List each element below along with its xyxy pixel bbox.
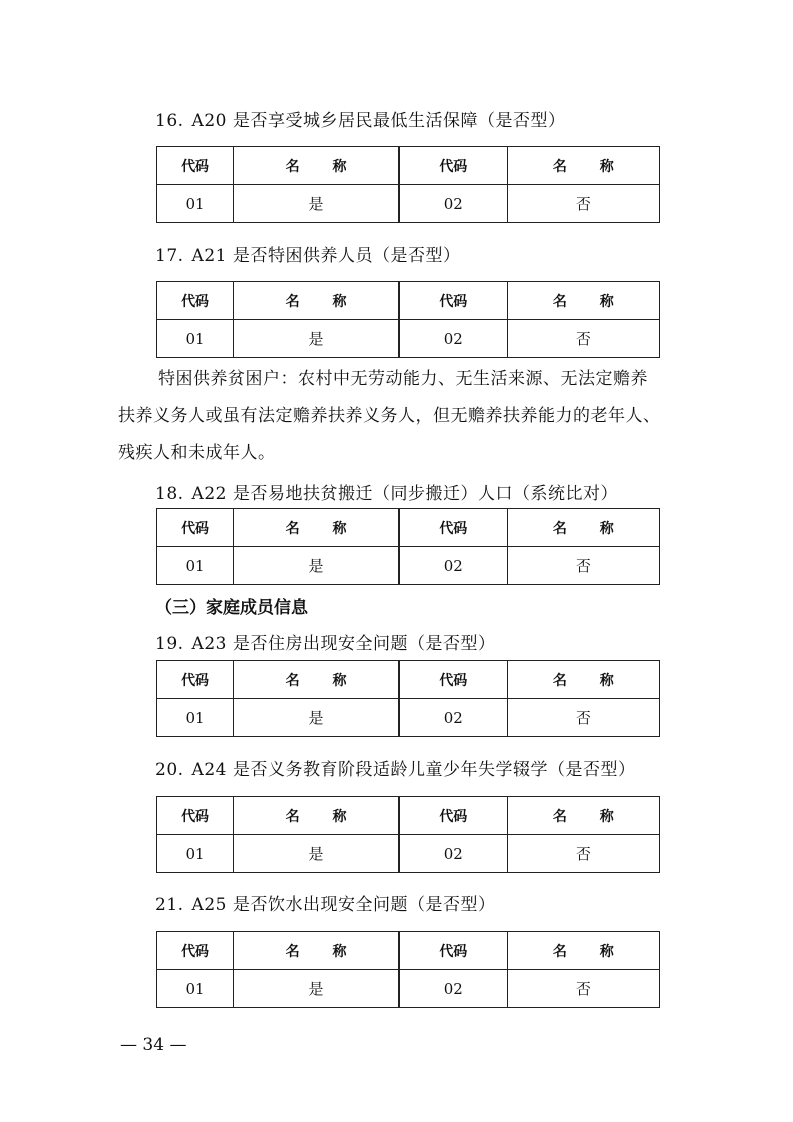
header-name: 名 称 xyxy=(507,797,659,835)
item-heading-19 xyxy=(155,633,495,655)
header-code: 代码 xyxy=(157,282,234,320)
cell-code: 02 xyxy=(399,547,507,585)
item-number: 17. xyxy=(155,246,184,266)
cell-name: 是 xyxy=(234,185,399,223)
cell-code: 01 xyxy=(157,547,234,585)
code-table-a20 xyxy=(156,146,660,223)
item-code: A24 xyxy=(191,760,227,780)
item-number: 16. xyxy=(155,111,184,131)
item-number: 21. xyxy=(155,895,184,915)
cell-name: 否 xyxy=(507,699,659,737)
cell-code: 02 xyxy=(399,185,507,223)
table-row xyxy=(157,699,660,737)
item-title: 是否易地扶贫搬迁（同步搬迁）人口（系统比对） xyxy=(232,484,618,504)
header-code: 代码 xyxy=(399,509,507,547)
header-code: 代码 xyxy=(157,509,234,547)
cell-code: 02 xyxy=(399,699,507,737)
code-table-a23 xyxy=(156,660,660,737)
item-code: A25 xyxy=(191,895,227,915)
table-header-row xyxy=(157,147,660,185)
header-code: 代码 xyxy=(399,797,507,835)
cell-name: 否 xyxy=(507,970,659,1008)
header-code: 代码 xyxy=(399,661,507,699)
header-name: 名 称 xyxy=(234,282,399,320)
cell-name: 是 xyxy=(234,699,399,737)
cell-code: 02 xyxy=(399,970,507,1008)
cell-code: 01 xyxy=(157,320,234,358)
item-number: 19. xyxy=(155,634,184,654)
table-row xyxy=(157,185,660,223)
table-header-row xyxy=(157,797,660,835)
code-table-a25 xyxy=(156,931,660,1008)
cell-code: 02 xyxy=(399,320,507,358)
header-code: 代码 xyxy=(157,147,234,185)
table-header-row xyxy=(157,661,660,699)
cell-name: 否 xyxy=(507,320,659,358)
item-title: 是否特困供养人员（是否型） xyxy=(232,246,461,266)
table-header-row xyxy=(157,509,660,547)
note-paragraph-line: 特困供养贫困户：农村中无劳动能力、无生活来源、无法定赡养 xyxy=(158,369,648,389)
cell-name: 否 xyxy=(507,835,659,873)
item-code: A20 xyxy=(191,111,227,131)
header-code: 代码 xyxy=(157,797,234,835)
table-header-row xyxy=(157,282,660,320)
cell-name: 是 xyxy=(234,547,399,585)
header-name: 名 称 xyxy=(507,282,659,320)
item-heading-18 xyxy=(155,483,618,505)
table-row xyxy=(157,320,660,358)
header-name: 名 称 xyxy=(507,509,659,547)
note-paragraph-line: 残疾人和未成年人。 xyxy=(118,443,276,463)
header-name: 名 称 xyxy=(234,797,399,835)
table-row xyxy=(157,970,660,1008)
item-heading-17 xyxy=(155,245,460,267)
header-name: 名 称 xyxy=(507,932,659,970)
header-name: 名 称 xyxy=(234,509,399,547)
header-name: 名 称 xyxy=(234,147,399,185)
note-paragraph-line: 扶养义务人或虽有法定赡养扶养义务人，但无赡养扶养能力的老年人、 xyxy=(118,406,661,426)
code-table-a22 xyxy=(156,508,660,585)
item-code: A22 xyxy=(191,484,227,504)
cell-code: 01 xyxy=(157,699,234,737)
cell-code: 01 xyxy=(157,970,234,1008)
item-heading-20 xyxy=(155,759,635,781)
table-row xyxy=(157,547,660,585)
header-name: 名 称 xyxy=(234,661,399,699)
header-code: 代码 xyxy=(399,147,507,185)
subsection-title: （三）家庭成员信息 xyxy=(155,598,308,618)
item-code: A21 xyxy=(191,246,227,266)
item-number: 20. xyxy=(155,760,184,780)
item-title: 是否义务教育阶段适龄儿童少年失学辍学（是否型） xyxy=(232,760,636,780)
cell-name: 是 xyxy=(234,835,399,873)
item-title: 是否享受城乡居民最低生活保障（是否型） xyxy=(232,111,566,131)
item-number: 18. xyxy=(155,484,184,504)
header-code: 代码 xyxy=(399,932,507,970)
cell-code: 01 xyxy=(157,835,234,873)
item-heading-21 xyxy=(155,894,495,916)
code-table-a24 xyxy=(156,796,660,873)
item-heading-16 xyxy=(155,110,565,132)
cell-name: 否 xyxy=(507,185,659,223)
code-table-a21 xyxy=(156,281,660,358)
table-row xyxy=(157,835,660,873)
header-name: 名 称 xyxy=(507,147,659,185)
header-code: 代码 xyxy=(157,661,234,699)
header-code: 代码 xyxy=(157,932,234,970)
cell-name: 是 xyxy=(234,320,399,358)
cell-code: 02 xyxy=(399,835,507,873)
page-number: — 34 — xyxy=(120,1035,187,1055)
cell-code: 01 xyxy=(157,185,234,223)
header-code: 代码 xyxy=(399,282,507,320)
header-name: 名 称 xyxy=(507,661,659,699)
table-header-row xyxy=(157,932,660,970)
cell-name: 否 xyxy=(507,547,659,585)
item-title: 是否住房出现安全问题（是否型） xyxy=(232,634,496,654)
header-name: 名 称 xyxy=(234,932,399,970)
item-title: 是否饮水出现安全问题（是否型） xyxy=(232,895,496,915)
item-code: A23 xyxy=(191,634,227,654)
cell-name: 是 xyxy=(234,970,399,1008)
